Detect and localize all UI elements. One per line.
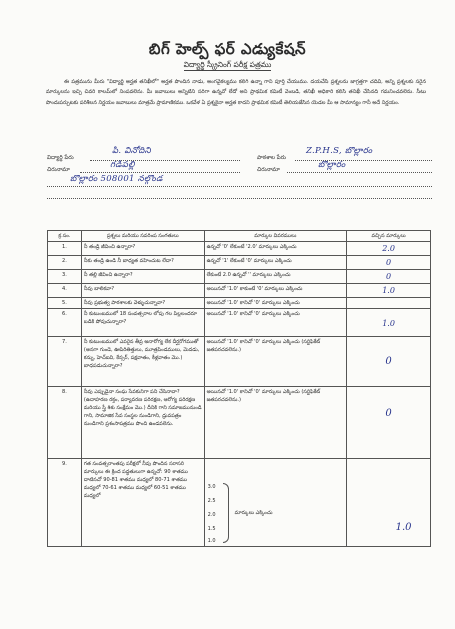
- table-row: [48, 309, 431, 337]
- row-question: గత సంవత్సరాంతపు పరీక్షలో నీవు పొందిన సరాసరి మార్కులు ఈ క్రింద పద్ధతులుగా ఉన్నచో: 90 శాతము దాటినచో 90-81 శాతము మధ్యలో 80-71 శాతము మధ్యలో 70-61 శాతము మధ్యలో 60-51 శాతము మధ్యలో: [81, 459, 204, 547]
- school-name-line: [295, 160, 432, 161]
- row-mark: 0: [385, 356, 392, 367]
- address-label: చిరునామా: [47, 167, 70, 173]
- row-question: నీ తండ్రి జీవించి ఉన్నారా?: [81, 242, 204, 256]
- table-row: [48, 242, 431, 256]
- address-line-2: [47, 186, 432, 187]
- address-line-3: [47, 198, 432, 199]
- row-serial: 5.: [48, 298, 82, 309]
- student-name-label: విద్యార్థి పేరు: [47, 155, 74, 161]
- row-serial: 8.: [48, 387, 82, 459]
- row-mark: 0: [386, 258, 392, 267]
- scale-value: 3.0: [207, 484, 216, 490]
- screening-table: [47, 230, 431, 547]
- address-value-1: గడిపల్లి: [110, 160, 135, 170]
- row-mark: 2.0: [382, 244, 395, 253]
- brace-icon: [223, 483, 229, 543]
- table-header-row: [48, 231, 431, 242]
- row-mark: 0: [386, 272, 392, 281]
- header-question: ప్రశ్నలు మరియు సవరింప సంగతులు: [81, 231, 204, 242]
- row-mark-cell: [347, 309, 431, 337]
- row-serial: 7.: [48, 337, 82, 387]
- row-mark-cell: [347, 298, 431, 309]
- student-name-value: పి. వినోదిని: [112, 146, 151, 156]
- row-question: నీ కుటుంబములో 18 సంవత్సరాల లోపు గల పిల్లలందరూ బడికి పోవుచున్నారా?: [81, 309, 204, 337]
- row-mark: 1.0: [382, 319, 395, 328]
- table-row: [48, 337, 431, 387]
- table-row: [48, 256, 431, 270]
- row-criteria: అయినచో '1.0' కానిచో '0' మార్కులు ఎక్కించు (సర్టిఫికేట్ జతపరచవలెను.): [204, 387, 347, 459]
- row-criteria: ఉన్నచో '0' లేకుంటే '2.0' మార్కులు ఎక్కించు: [204, 242, 347, 256]
- row-mark: 1.0: [382, 286, 395, 295]
- scale-value: 1.5: [207, 526, 216, 532]
- row-mark-cell: [347, 284, 431, 298]
- row-criteria: అయినచో '1.0' కానిచో '0' మార్కులు ఎక్కించు: [204, 309, 347, 337]
- header-serial: క్ర.సం.: [48, 231, 82, 242]
- table-row: [48, 284, 431, 298]
- form-title: బిగ్ హెల్ప్ ఫర్ ఎడ్యుకేషన్: [148, 40, 307, 58]
- row-serial: 1.: [48, 242, 82, 256]
- scale-label: మార్కులు ఎక్కించు: [234, 510, 273, 516]
- school-name-value: Z.P.H.S, బొల్లారం: [306, 146, 373, 156]
- row-serial: 3.: [48, 270, 82, 284]
- header-criteria: మార్కుల వివరములు: [204, 231, 347, 242]
- scale-value: 2.5: [207, 498, 216, 504]
- form-subtitle: విద్యార్థి స్క్రీనింగ్ పరీక్ష పత్రము: [183, 60, 272, 69]
- address-value-2: బొల్లారం 508001 నల్గొండ: [70, 174, 163, 184]
- row-question: నీవు ప్రభుత్వ పాఠశాలకు వెళ్ళుచున్నావా?: [81, 298, 204, 309]
- row-question: నీ కుటుంబములో ఎవరైన తీవ్ర అనారోగ్య లేక దీర్ఘరోగముతో (అనగా గుండె, ఊపిరితిత్తులు, మూత్రపిండములు, మెదడు, కన్ను, హెచ్‌ఐవి, కేన్సర్, పక్షవాతం, కీళ్లవాతం మొ.) బాధపడుచున్నారా?: [81, 337, 204, 387]
- table-row: [48, 459, 431, 547]
- instructions-paragraph: ఈ పత్రమును మీరు "విద్యార్థి అర్హత తనిఖీలో" అర్హత పొందిన నాడు, అంగవైకల్యము కలిగి ఉన్నా గాని పూర్తి చేయుము. దయచేసి ప్రశ్నలను జాగ్రత్తగా చదివి, అన్ని ప్రశ్నలకు సరైన మార్కులను ఇచ్చి చివరి కాలమ్‌లో నింపవలెను. మీ జవాబులు అన్నిటిని సరిగా ఉన్నవో లేదో అని ప్రాథమిక కమిటీ వెంబడి, తనిఖీ అధికారి కలిసి తనిఖీ చేసినది గమనించవలెను. సీటు పొందుపర్చుటకు పరిశీలన నిర్ణయం జవాబులు మాత్రమే ప్రామాణికము. ఒకవేళ ఏ ప్రశ్నకైనా అర్హత కాదని ప్రాథమిక కమిటీ తెలియజేసిన యెడల మీ ఆ సామాన్యం గానీ అదే నిర్ణయం.: [46, 79, 426, 106]
- school-name-label: పాఠశాల పేరు: [257, 155, 286, 161]
- row-serial: 4.: [48, 284, 82, 298]
- row-question: నీ తల్లి జీవించి ఉన్నారా?: [81, 270, 204, 284]
- row-mark: 0: [385, 408, 392, 419]
- row-criteria: అయినచో '1.0' కానిచో '0' మార్కులు ఎక్కించు: [204, 298, 347, 309]
- row-question: నీవు ఎప్పుడైనా సంఘ సేవకునిగా పని చేసినావా? (ఉదాహరణ రక్తం, పర్యావరణ పరిరక్షణ, ఆరోగ్య పరిరక్షణ మరియు స్త్రీ శిశు సంక్షేమం మొ.) దీనికి గాని సమాజమునుండి గాని, సామాజిక సేవ సంస్థల నుండిగాని, ధ్రువపత్రం నుండిగాని ప్రశంసాపత్రము పొంది ఉండవలెను.: [81, 387, 204, 459]
- row-question: నీకు తండ్రి ఉండి నీ బాధ్యత వహించుట లేదా?: [81, 256, 204, 270]
- scale-value: 2.0: [207, 512, 216, 518]
- row-criteria: అయినచో '1.0' కాకుంటే '0' మార్కులు ఎక్కించు: [204, 284, 347, 298]
- row-mark-cell: [347, 387, 431, 459]
- row-mark-cell: [347, 242, 431, 256]
- row-criteria-scale: [204, 459, 347, 547]
- row-serial: 9.: [48, 459, 82, 547]
- address2-value: బొల్లారం: [318, 160, 346, 170]
- row-serial: 2.: [48, 256, 82, 270]
- address2-label: చిరునామా: [257, 167, 280, 173]
- table-row: [48, 298, 431, 309]
- row-criteria: అయినచో '1.0' కానిచో '0' మార్కులు ఎక్కించు (సర్టిఫికేట్ జతపరచవలెను.): [204, 337, 347, 387]
- address2-line: [287, 172, 432, 173]
- row-mark: 1.0: [395, 522, 412, 533]
- header-marks: వచ్చిన మార్కులు: [347, 231, 431, 242]
- row-serial: 6.: [48, 309, 82, 337]
- row-criteria: ఉన్నచో '1' లేకుంటే '0' మార్కులు ఎక్కించు: [204, 256, 347, 270]
- row-mark-cell: [347, 459, 431, 547]
- row-mark-cell: [347, 337, 431, 387]
- row-mark-cell: [347, 270, 431, 284]
- scale-value: 1.0: [207, 538, 216, 544]
- table-row: [48, 387, 431, 459]
- row-question: నీవు బాలికవా?: [81, 284, 204, 298]
- marks-scale: [205, 459, 347, 545]
- row-mark-cell: [347, 256, 431, 270]
- row-criteria: లేకుంటే 2.0 ఉన్నచో '' మార్కులు ఎక్కించు: [204, 270, 347, 284]
- address-line-1: [80, 172, 240, 173]
- table-row: [48, 270, 431, 284]
